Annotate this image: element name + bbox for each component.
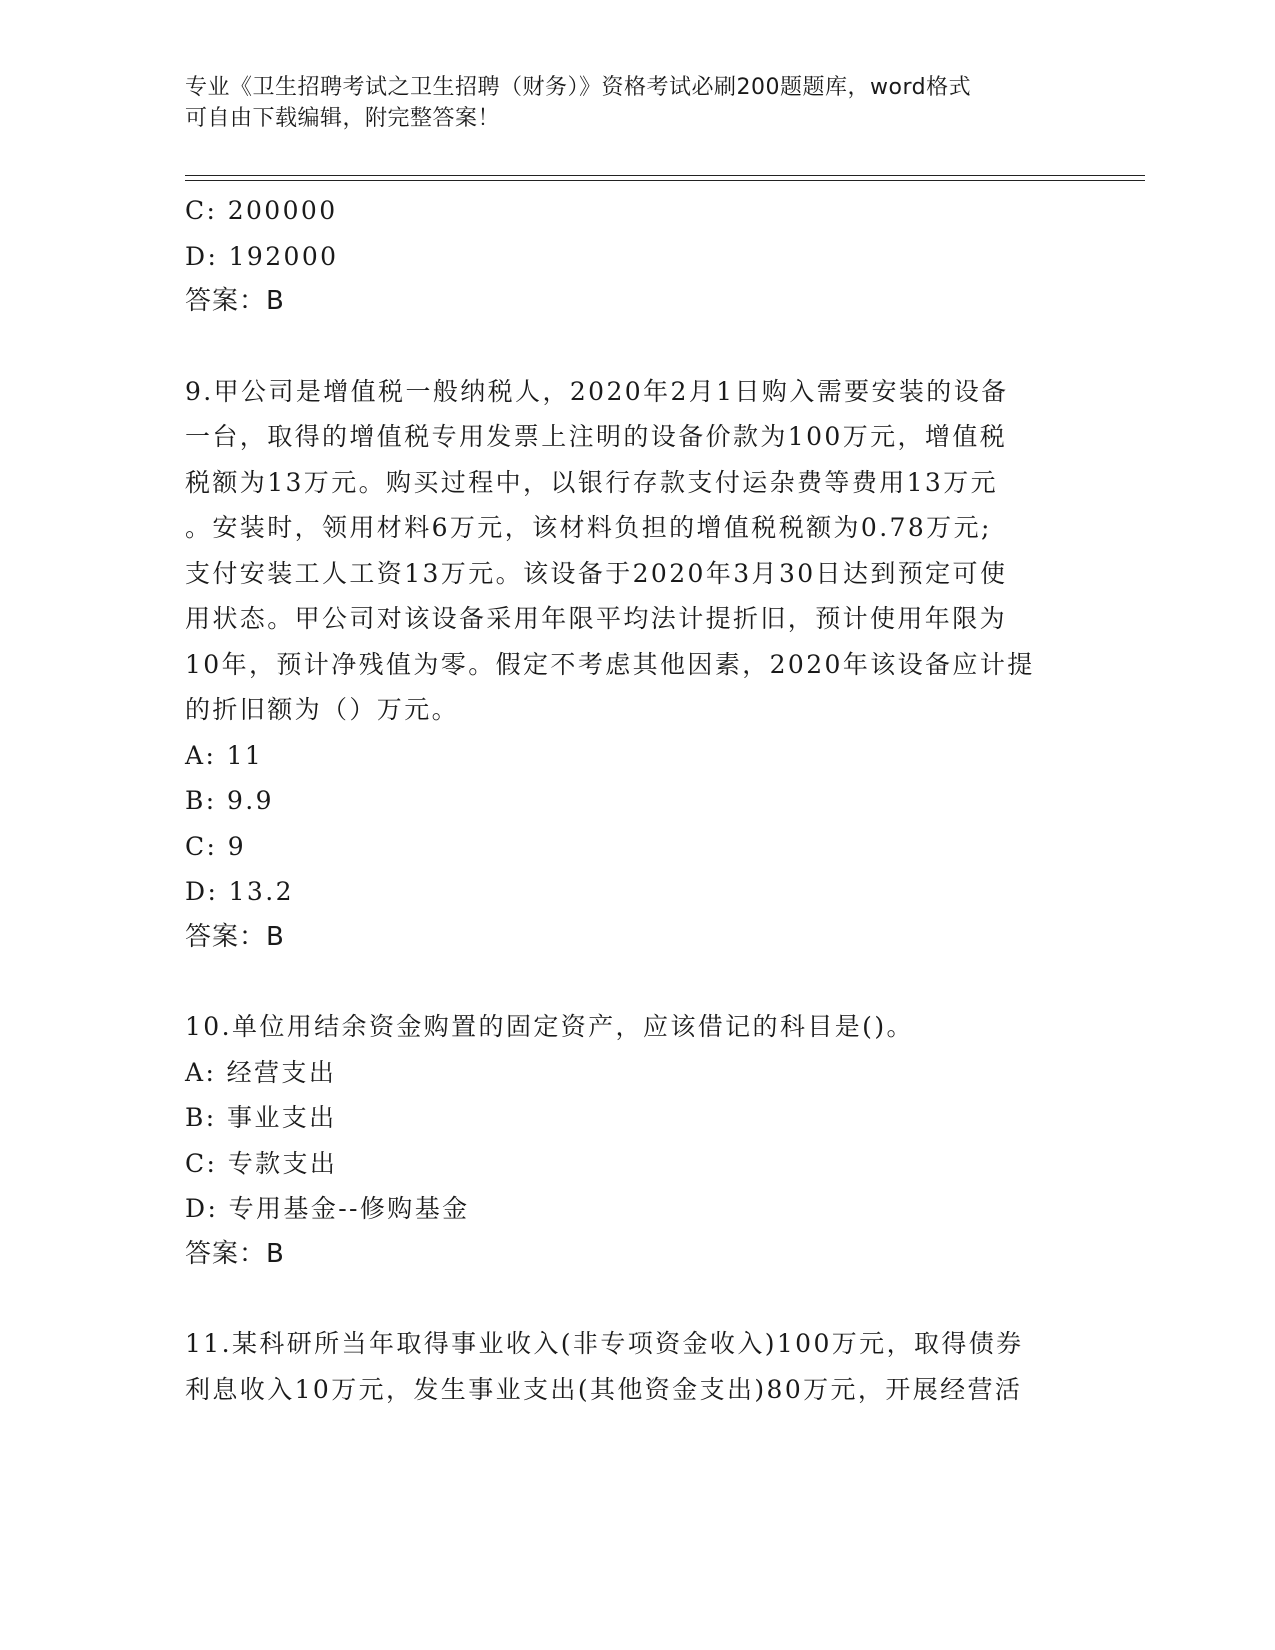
- question-11-stem-line: 11.某科研所当年取得事业收入(非专项资金收入)100万元，取得债券: [185, 1329, 1024, 1358]
- document-header: [185, 72, 1085, 134]
- header-title-line-1: 专业《卫生招聘考试之卫生招聘（财务）》资格考试必刷200题题库，word格式: [185, 75, 972, 100]
- question-11-stem-line: 利息收入10万元，发生事业支出(其他资金支出)80万元，开展经营活: [185, 1374, 1023, 1404]
- question-10-block: [185, 1004, 1065, 1277]
- question-9-stem-line: 一台，取得的增值税专用发票上注明的设备价款为100万元，增值税: [185, 422, 1008, 451]
- question-9-stem-line: 支付安装工人工资13万元。该设备于2020年3月30日达到预定可使: [185, 558, 1008, 588]
- question-9-option-b: B: 9.9: [185, 786, 274, 815]
- question-9-option-c: C: 9: [185, 831, 247, 861]
- question-9-block: [185, 369, 1065, 961]
- question-9-stem-line: 用状态。甲公司对该设备采用年限平均法计提折旧，预计使用年限为: [185, 604, 1008, 633]
- question-9-stem-line: 。安装时，领用材料6万元，该材料负担的增值税税额为0.78万元;: [185, 513, 992, 542]
- question-9-answer: 答案：B: [185, 921, 285, 952]
- document-body: [185, 188, 1065, 1412]
- question-9-stem-line: 税额为13万元。购买过程中，以银行存款支付运杂费等费用13万元: [185, 467, 999, 497]
- question-10-stem: 10.单位用结余资金购置的固定资产，应该借记的科目是()。: [185, 1012, 914, 1041]
- header-divider-bottom: [185, 180, 1145, 181]
- spacer: [185, 1277, 1065, 1321]
- question-9-stem-line: 的折旧额为（）万元。: [185, 695, 460, 724]
- question-11-block: [185, 1321, 1065, 1412]
- question-10-option-d: D: 专用基金--修购基金: [185, 1194, 470, 1223]
- spacer: [185, 325, 1065, 369]
- question-10-answer: 答案：B: [185, 1238, 285, 1269]
- question-10-option-a: A: 经营支出: [185, 1057, 337, 1087]
- question-9-option-a: A: 11: [185, 740, 264, 770]
- question-9-option-d: D: 13.2: [185, 877, 294, 906]
- question-10-option-b: B: 事业支出: [185, 1103, 337, 1132]
- question-8-block: [185, 188, 1065, 325]
- header-title-line-2: 可自由下载编辑，附完整答案！: [185, 106, 501, 131]
- header-divider-top: [185, 175, 1145, 176]
- question-8-answer: 答案：B: [185, 286, 285, 316]
- question-10-option-c: C: 专款支出: [185, 1148, 338, 1178]
- question-8-option-c: C: 200000: [185, 196, 338, 225]
- question-8-option-d: D: 192000: [185, 241, 339, 271]
- question-9-stem-line: 10年，预计净残值为零。假定不考虑其他因素，2020年该设备应计提: [185, 649, 1035, 679]
- question-9-stem-line: 9.甲公司是增值税一般纳税人，2020年2月1日购入需要安装的设备: [185, 376, 1009, 406]
- spacer: [185, 960, 1065, 1004]
